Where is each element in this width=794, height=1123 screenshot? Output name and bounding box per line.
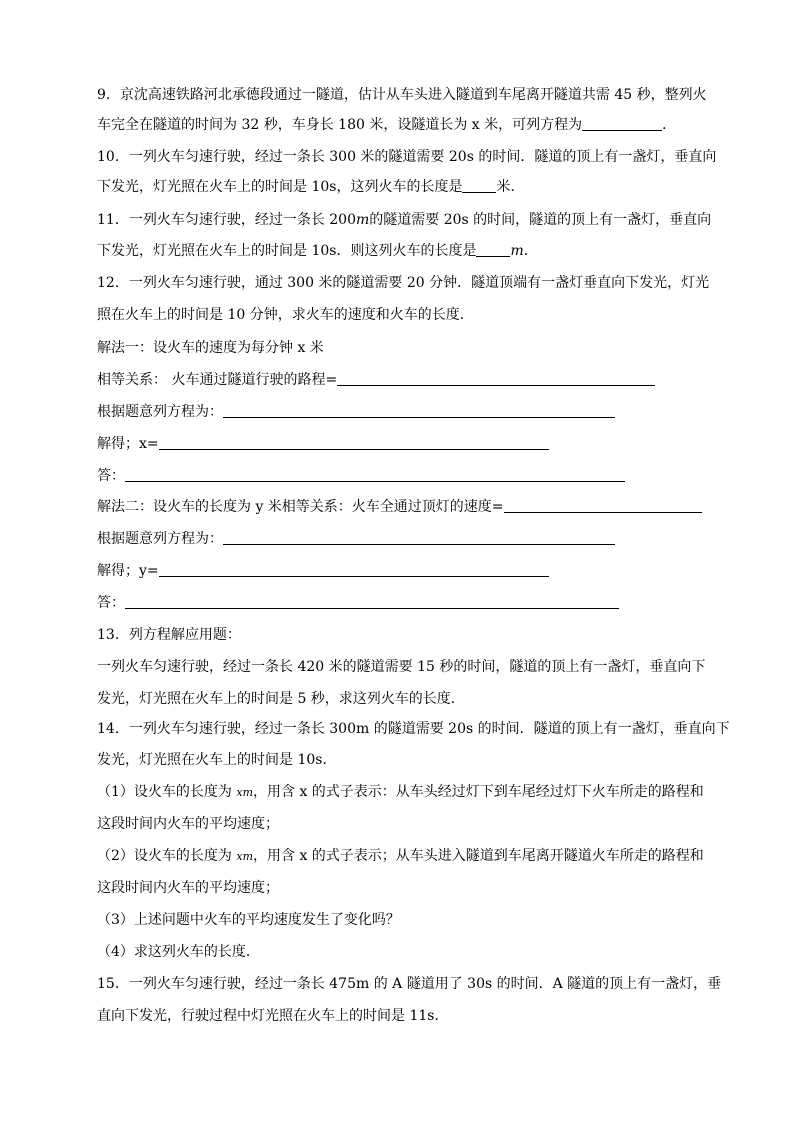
- q12-sol1-solve-blank[interactable]: [159, 435, 549, 450]
- q12-solution1-title: 解法一：设火车的速度为每分钟 x 米: [97, 340, 324, 356]
- q11-line1-text-a: 11．一列火车匀速行驶，经过一条长 200: [97, 212, 356, 228]
- q12-line1: 12．一列火车匀速行驶，通过 300 米的隧道需要 20 分钟．隧道顶端有一盏灯垂直向下发光，灯光: [97, 275, 710, 291]
- q12-sol1-equation-blank[interactable]: [223, 403, 615, 418]
- q12-sol1-equation-text: 根据题意列方程为：: [97, 404, 223, 420]
- q14-part3: （3）上述问题中火车的平均速度发生了变化吗？: [97, 912, 400, 928]
- q9-answer-blank[interactable]: [582, 116, 662, 131]
- q13-line1: 一列火车匀速行驶，经过一条长 420 米的隧道需要 15 秒的时间，隧道的顶上有一盏灯，垂直向下: [97, 659, 706, 675]
- q9-line1: 9．京沈高速铁路河北承德段通过一隧道，估计从车头进入隧道到车尾离开隧道共需 45 秒，整列火: [97, 87, 707, 103]
- q12-sol1-answer-text: 答：: [97, 468, 125, 484]
- q12-solution2-title: [97, 498, 702, 516]
- q15-line1: 15．一列火车匀速行驶，经过一条长 475m 的 A 隧道用了 30s 的时间．A 隧道的顶上有一盏灯，垂: [97, 976, 722, 992]
- q12-solution1-equation: [97, 403, 615, 421]
- q12-sol2-answer-text: 答：: [97, 595, 125, 611]
- q11-line2-text: 下发光，灯光照在火车上的时间是 10s．则这列火车的长度是: [97, 243, 477, 259]
- q12-sol1-answer-blank[interactable]: [125, 467, 625, 482]
- q12-solution2-solve: [97, 562, 549, 580]
- q12-solution1-answer: [97, 467, 625, 485]
- q9-end: ．: [662, 117, 677, 133]
- q14-part2-cont: 这段时间内火车的平均速度；: [97, 880, 279, 896]
- q12-solution2-equation: [97, 530, 615, 548]
- q14-line2: 发光，灯光照在火车上的时间是 10s．: [97, 752, 337, 768]
- q12-sol2-solve-text: 解得；y=: [97, 563, 159, 579]
- q11-line2-end: ．: [523, 243, 538, 259]
- q10-answer-blank[interactable]: [462, 178, 496, 193]
- q12-sol2-solve-blank[interactable]: [159, 562, 549, 577]
- q14-line1: 14．一列火车匀速行驶，经过一条长 300m 的隧道需要 20s 的时间．隧道的顶上有一盏灯，垂直向下: [97, 721, 730, 737]
- q12-sol2-speed-blank[interactable]: [504, 498, 702, 513]
- q12-sol2-equation-text: 根据题意列方程为：: [97, 531, 223, 547]
- q14-part2-text-b: ，用含 x 的式子表示；从车头进入隧道到车尾离开隧道火车所走的路程和: [253, 848, 704, 864]
- q9-line2: [97, 116, 676, 134]
- q12-line2: 照在火车上的时间是 10 分钟，求火车的速度和火车的长度．: [97, 307, 474, 323]
- q12-sol2-title-text: 解法二：设火车的长度为 y 米相等关系：火车全通过顶灯的速度=: [97, 499, 504, 515]
- q10-line2-end: 米．: [496, 179, 525, 195]
- q11-unit-m2: m: [510, 243, 524, 259]
- q11-line1-text-b: 的隧道需要 20s 的时间，隧道的顶上有一盏灯，垂直向: [369, 212, 712, 228]
- q14-part2-text-a: （2）设火车的长度为: [97, 848, 237, 864]
- q12-sol2-answer-blank[interactable]: [125, 594, 619, 609]
- q13-line2: 发光，灯光照在火车上的时间是 5 秒，求这列火车的长度．: [97, 691, 465, 707]
- q12-solution1-relation: [97, 371, 655, 389]
- q13-title: 13．列方程解应用题：: [97, 627, 241, 643]
- q12-sol1-relation-text: 相等关系： 火车通过隧道行驶的路程=: [97, 372, 338, 388]
- q14-part2: [97, 847, 704, 866]
- q12-sol1-relation-blank[interactable]: [337, 371, 655, 386]
- q9-line2-text: 车完全在隧道的时间为 32 秒，车身长 180 米，设隧道长为 x 米，可列方程为: [97, 117, 583, 133]
- q14-part4: （4）求这列火车的长度．: [97, 944, 260, 960]
- q12-solution1-solve: [97, 435, 549, 453]
- q10-line1: 10．一列火车匀速行驶，经过一条长 300 米的隧道需要 20s 的时间．隧道的顶上有一盏灯，垂直向: [97, 149, 717, 165]
- q11-unit-m: m: [356, 212, 370, 228]
- q15-line2: 直向下发光，行驶过程中灯光照在火车上的时间是 11s．: [97, 1008, 449, 1024]
- q11-line1: [97, 211, 711, 229]
- q10-line2-text: 下发光，灯光照在火车上的时间是 10s，这列火车的长度是: [97, 179, 463, 195]
- q12-sol2-equation-blank[interactable]: [223, 530, 615, 545]
- q10-line2: [97, 178, 524, 196]
- q14-part1: [97, 783, 704, 802]
- q14-part1-cont: 这段时间内火车的平均速度；: [97, 816, 279, 832]
- q14-part1-xm: xm: [236, 786, 253, 799]
- q12-sol1-solve-text: 解得；x=: [97, 436, 159, 452]
- q14-part1-text-b: ，用含 x 的式子表示：从车头经过灯下到车尾经过灯下火车所走的路程和: [253, 784, 704, 800]
- q12-solution2-answer: [97, 594, 619, 612]
- q14-part1-text-a: （1）设火车的长度为: [97, 784, 237, 800]
- q11-answer-blank[interactable]: [476, 242, 510, 257]
- q11-line2: [97, 242, 538, 260]
- q14-part2-xm: xm: [236, 850, 253, 863]
